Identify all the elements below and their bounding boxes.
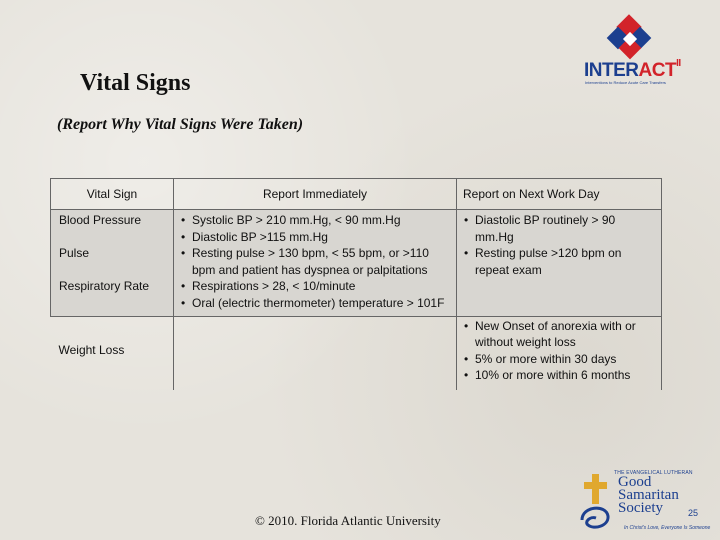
report-next-day-cell [457,316,662,390]
vital-weight-loss: Weight Loss [58,343,125,358]
immediate-criteria-list [180,212,452,312]
list-item: • 5% or more within 30 days [463,351,657,368]
interact-puzzle-icon [578,14,698,60]
list-item: • 10% or more within 6 months [463,367,657,384]
table-row [51,210,662,317]
list-item: • New Onset of anorexia with or without weight loss [463,318,657,351]
list-item: • Systolic BP > 210 mm.Hg, < 90 mm.Hg [180,212,452,229]
interact-tagline: Interventions to Reduce Acute Care Transfers [585,80,666,85]
report-immediately-cell [174,316,457,390]
vital-signs-table [50,178,662,390]
table-header-row [51,179,662,210]
header-report-immediately: Report Immediately [174,179,457,210]
list-item: • Respirations > 28, < 10/minute [180,278,452,295]
gs-tagline: In Christ's Love, Everyone Is Someone [624,525,711,531]
list-item: • Diastolic BP >115 mm.Hg [180,229,452,246]
vital-sign-cell [51,210,174,317]
page-title: Vital Signs [80,70,191,96]
next-day-criteria-list [463,212,657,278]
interact-wordmark: $INTERACT^{II}$ [584,58,681,81]
list-item: • Diastolic BP routinely > 90 mm.Hg [463,212,657,245]
gs-organization-name: Good Samaritan Society [618,474,679,516]
list-item: • Oral (electric thermometer) temperature > 101F [180,295,452,312]
list-item: • Resting pulse > 130 bpm, < 55 bpm, or >110 bpm and patient has dyspnea or palpitations [180,245,452,278]
report-immediately-cell [174,210,457,317]
good-samaritan-logo [576,470,716,536]
page-subtitle: (Report Why Vital Signs Were Taken) [57,116,304,133]
vital-pulse: Pulse [59,245,90,260]
report-next-day-cell [457,210,662,317]
gs-organization-line: THE EVANGELICAL LUTHERAN [614,470,693,476]
cross-emblem-icon [576,470,616,536]
vital-respiratory-rate: Respiratory Rate [59,279,150,294]
interact-logo [578,14,698,90]
header-vital-sign: Vital Sign [51,179,174,210]
header-report-next-day: Report on Next Work Day [457,179,662,210]
page-number: 25 [688,508,699,518]
list-item: • Resting pulse >120 bpm on repeat exam [463,245,657,278]
table-row [51,316,662,390]
vital-blood-pressure: Blood Pressure [59,213,142,227]
weight-loss-criteria-list [463,318,657,384]
copyright-footer: © 2010. Florida Atlantic University [255,513,441,528]
